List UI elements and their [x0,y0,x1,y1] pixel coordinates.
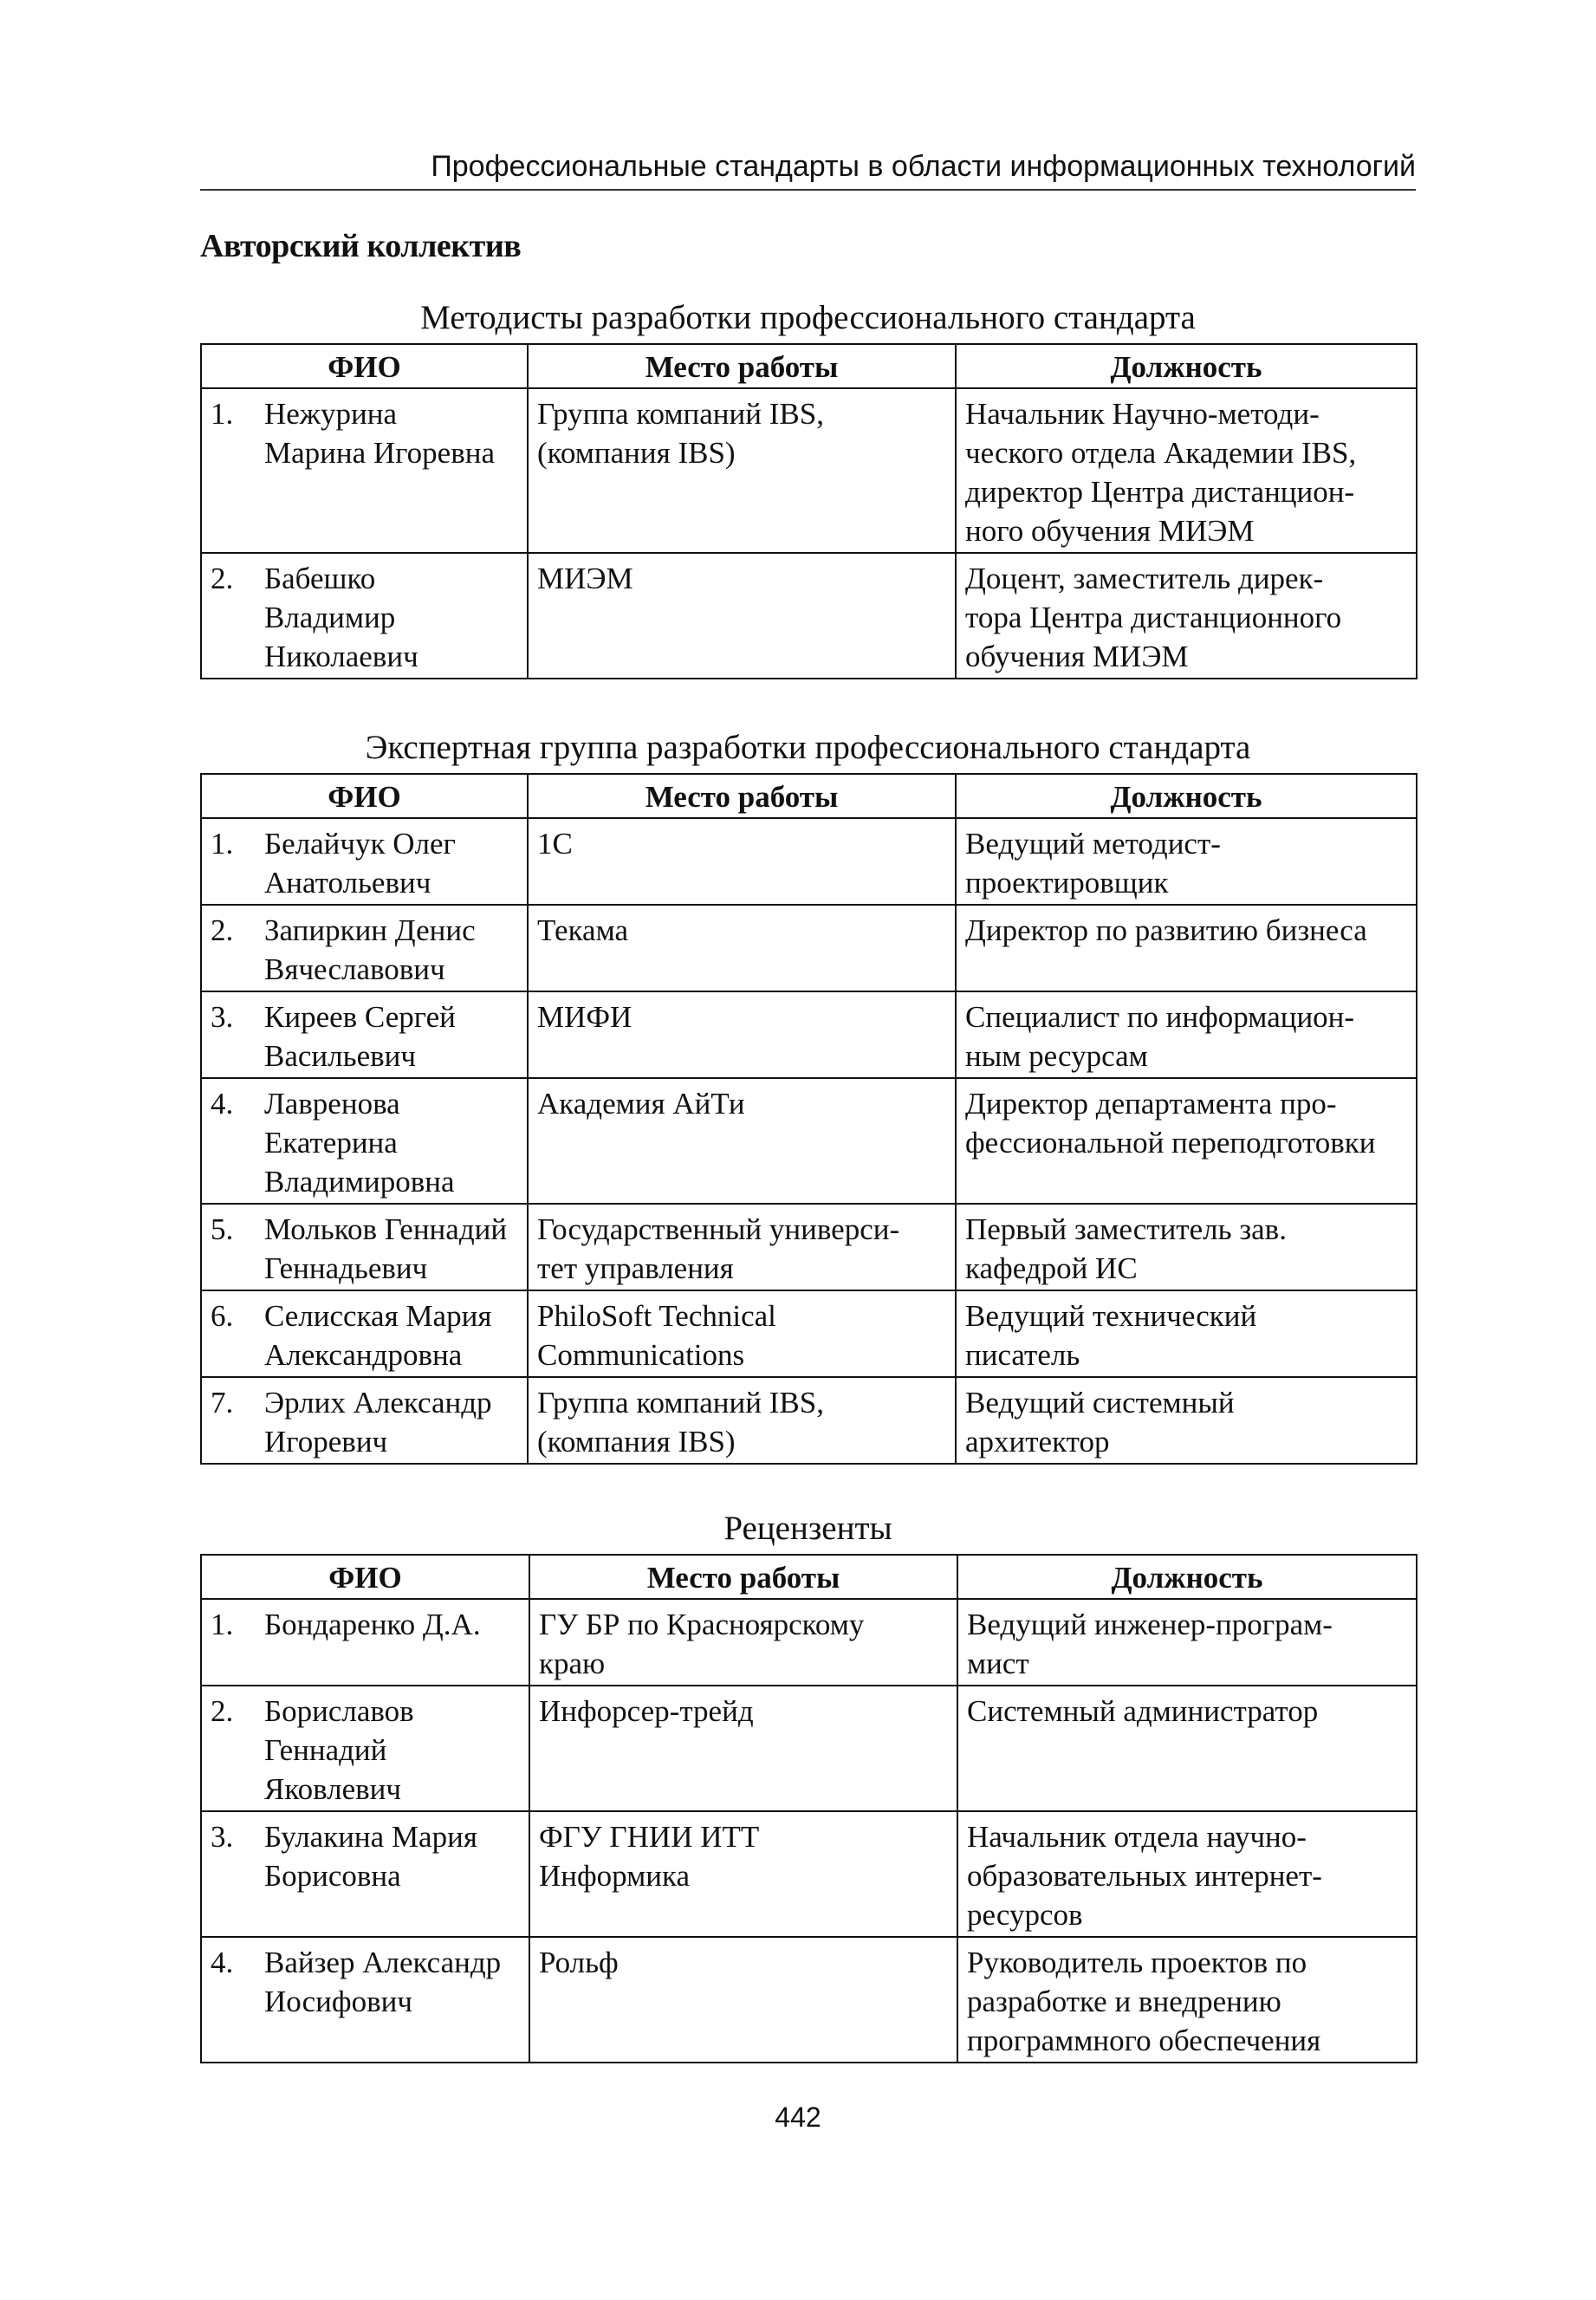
fio-cell [201,1204,528,1290]
table-title: Методисты разработки профессионального стандарта [420,299,1196,336]
position-cell: Специалист по информацион- ным ресурсам [956,991,1417,1078]
person-name: Булакина Мария Борисовна [264,1820,477,1893]
table-row [201,1937,1417,2063]
table-row [201,818,1417,905]
workplace-cell: Группа компаний IBS, (компания IBS) [528,1377,956,1464]
person-name: Белайчук Олег Анатольевич [264,827,456,900]
person-name: Вайзер Александр Иосифович [264,1946,502,2018]
workplace-cell: 1С [528,818,956,905]
header-row [201,1555,1417,1599]
fio-cell [201,991,528,1078]
row-number: 3. [211,1000,234,1034]
fio-cell [201,553,528,679]
position-cell: Первый заместитель зав. кафедрой ИС [956,1204,1417,1290]
section-heading: Авторский коллектив [200,228,522,264]
workplace-cell: Государственный универси- тет управления [528,1204,956,1290]
table-row [201,1078,1417,1204]
position-column-header: Должность [956,344,1417,388]
workplace-cell: Рольф [529,1937,957,2063]
fio-cell [201,1811,529,1937]
table-row [201,905,1417,991]
row-number: 2. [211,1694,234,1728]
fio-cell [201,1377,528,1464]
position-column-header: Должность [956,774,1417,818]
fio-column-header: ФИО [201,774,528,818]
person-name: Киреев Сергей Васильевич [264,1000,456,1073]
position-column-header: Должность [957,1555,1417,1599]
fio-cell [201,1937,529,2063]
row-number: 3. [211,1820,234,1854]
fio-column-header: ФИО [201,344,528,388]
position-cell: Директор по развитию бизнеса [956,905,1417,991]
position-cell: Директор департамента про- фессиональной переподготовки [956,1078,1417,1204]
fio-cell [201,905,528,991]
staff-table [200,343,1418,679]
fio-cell [201,1078,528,1204]
workplace-cell: Академия АйТи [528,1078,956,1204]
row-number: 6. [211,1299,234,1333]
position-cell: Ведущий системный архитектор [956,1377,1417,1464]
position-cell: Руководитель проектов по разработке и внедрению программного обеспечения [957,1937,1417,2063]
row-number: 4. [211,1087,234,1121]
workplace-cell: Инфорсер-трейд [529,1686,957,1811]
fio-cell [201,1686,529,1811]
staff-table [200,773,1418,1465]
header-row [201,774,1417,818]
row-number: 4. [211,1946,234,1979]
workplace-column-header: Место работы [529,1555,957,1599]
expert-group-table-block [200,729,1416,1465]
methodologists-table-block [200,299,1416,679]
position-cell: Начальник Научно-методи- ческого отдела Академии IBS, директор Центра дистанцион- ного обучения МИЭМ [956,388,1417,553]
fio-cell [201,1599,529,1686]
staff-table [200,1554,1418,2063]
position-cell: Ведущий методист- проектировщик [956,818,1417,905]
workplace-cell: ГУ БР по Красноярскому краю [529,1599,957,1686]
workplace-cell: Группа компаний IBS, (компания IBS) [528,388,956,553]
fio-cell [201,388,528,553]
row-number: 1. [211,1608,234,1641]
row-number: 5. [211,1212,234,1246]
position-cell: Ведущий технический писатель [956,1290,1417,1377]
fio-cell [201,1290,528,1377]
workplace-cell: МИФИ [528,991,956,1078]
row-number: 2. [211,913,234,947]
table-title: Экспертная группа разработки профессионального стандарта [365,729,1251,766]
workplace-cell: ФГУ ГНИИ ИТТ Информика [529,1811,957,1937]
position-cell: Начальник отдела научно- образовательных интернет- ресурсов [957,1811,1417,1937]
workplace-cell: Текама [528,905,956,991]
table-row [201,553,1417,679]
row-number: 1. [211,827,234,861]
person-name: Нежурина Марина Игоревна [264,397,495,470]
position-cell: Доцент, заместитель дирек- тора Центра дистанционного обучения МИЭМ [956,553,1417,679]
running-header: Профессиональные стандарты в области информационных технологий [200,149,1416,191]
position-cell: Ведущий инженер-програм- мист [957,1599,1417,1686]
person-name: Запиркин Денис Вячеславович [264,913,476,986]
workplace-cell: МИЭМ [528,553,956,679]
person-name: Бориславов Геннадий Яковлевич [264,1694,414,1806]
table-row [201,388,1417,553]
header-row [201,344,1417,388]
workplace-cell: PhiloSoft Technical Communications [528,1290,956,1377]
reviewers-table-block [200,1510,1416,2063]
person-name: Бабешко Владимир Николаевич [264,562,418,673]
table-row [201,1204,1417,1290]
row-number: 2. [211,562,234,595]
page-number: 442 [775,2102,821,2133]
person-name: Мольков Геннадий Геннадьевич [264,1212,508,1285]
workplace-column-header: Место работы [528,774,956,818]
row-number: 1. [211,397,234,431]
table-row [201,1811,1417,1937]
person-name: Селисская Мария Александровна [264,1299,492,1372]
table-row [201,1377,1417,1464]
fio-cell [201,818,528,905]
person-name: Лавренова Екатерина Владимировна [264,1087,455,1199]
person-name: Бондаренко Д.А. [264,1608,481,1641]
table-row [201,1599,1417,1686]
table-row [201,991,1417,1078]
workplace-column-header: Место работы [528,344,956,388]
table-title: Рецензенты [723,1510,892,1547]
fio-column-header: ФИО [201,1555,529,1599]
row-number: 7. [211,1386,234,1420]
table-row [201,1290,1417,1377]
position-cell: Системный администратор [957,1686,1417,1811]
person-name: Эрлих Александр Игоревич [264,1386,492,1459]
table-row [201,1686,1417,1811]
